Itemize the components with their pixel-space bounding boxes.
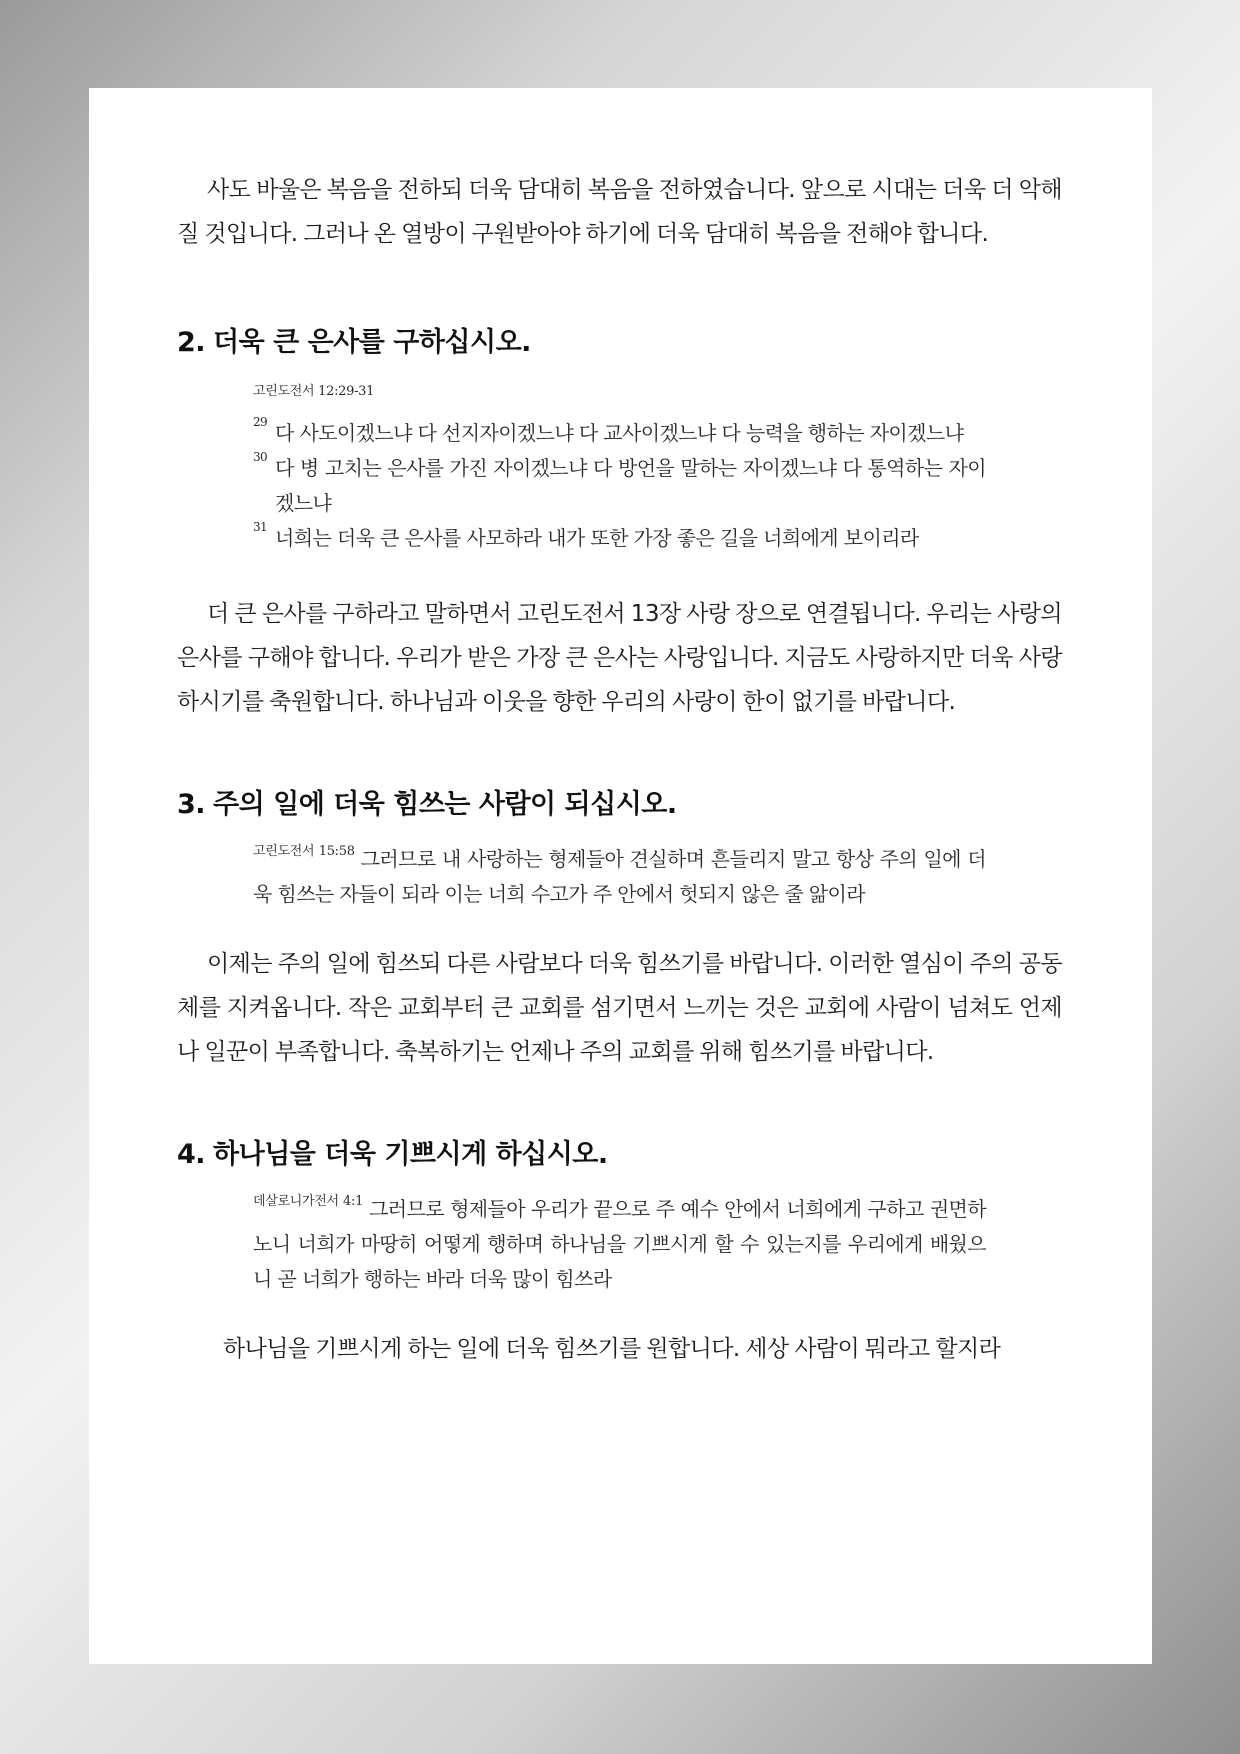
section-heading-4 bbox=[177, 1136, 1062, 1174]
section-number: 3. bbox=[177, 789, 206, 820]
body-paragraph: 더 큰 은사를 구하라고 말하면서 고린도전서 13장 사랑 장으로 연결됩니다. 우리는 사랑의 은사를 구해야 합니다. 우리가 받은 가장 큰 은사는 사랑입니다. 지금도 사랑하지만 더욱 사랑하시기를 축원합니다. 하나님과 이웃을 향한 우리의 사랑이 한이 없기를 바랍니다. bbox=[177, 601, 1062, 715]
section-number: 4. bbox=[177, 1139, 206, 1170]
scripture-reference: 고린도전서 12:29-31 bbox=[253, 384, 375, 399]
verse-number: 31 bbox=[253, 520, 268, 534]
section-title: 더욱 큰 은사를 구하십시오. bbox=[213, 327, 531, 358]
document-page bbox=[89, 88, 1152, 1664]
verse-text: 다 병 고치는 은사를 가진 자이겠느냐 다 방언을 말하는 자이겠느냐 다 통역하는 자이겠느냐 bbox=[275, 456, 986, 515]
verse bbox=[253, 416, 986, 451]
verse-text: 그러므로 형제들아 우리가 끝으로 주 예수 안에서 너희에게 구하고 권면하노니 너희가 마땅히 어떻게 행하며 하나님을 기쁘시게 할 수 있는지를 우리에게 배웠으니 곧 너희가 행하는 바라 더욱 많이 힘쓰라 bbox=[253, 1197, 986, 1291]
verse-text: 너희는 더욱 큰 은사를 사모하라 내가 또한 가장 좋은 길을 너희에게 보이리라 bbox=[275, 526, 919, 550]
scripture-quote bbox=[253, 1192, 986, 1297]
verse-number: 29 bbox=[253, 415, 268, 429]
verse-number: 30 bbox=[253, 450, 268, 464]
verse-text: 다 사도이겠느냐 다 선지자이겠느냐 다 교사이겠느냐 다 능력을 행하는 자이겠느냐 bbox=[275, 421, 964, 445]
section-heading-3 bbox=[177, 786, 1062, 824]
scripture-reference: 데살로니가전서 4:1 bbox=[253, 1194, 364, 1209]
verse bbox=[253, 451, 986, 521]
body-paragraph: 하나님을 기쁘시게 하는 일에 더욱 힘쓰기를 원합니다. 세상 사람이 뭐라고 할지라 bbox=[223, 1336, 1001, 1362]
verse-text: 그러므로 내 사랑하는 형제들아 견실하며 흔들리지 말고 항상 주의 일에 더욱 힘쓰는 자들이 되라 이는 너희 수고가 주 안에서 헛되지 않은 줄 앎이라 bbox=[253, 847, 986, 906]
section-heading-2 bbox=[177, 324, 1062, 362]
scripture-quote bbox=[253, 842, 986, 912]
page-content bbox=[177, 168, 1062, 1371]
body-paragraph: 이제는 주의 일에 힘쓰되 다른 사람보다 더욱 힘쓰기를 바랍니다. 이러한 열심이 주의 공동체를 지켜옵니다. 작은 교회부터 큰 교회를 섬기면서 느끼는 것은 교회에 사람이 넘쳐도 언제나 일꾼이 부족합니다. 축복하기는 언제나 주의 교회를 위해 힘쓰기를 바랍니다. bbox=[177, 951, 1062, 1065]
intro-paragraph: 사도 바울은 복음을 전하되 더욱 담대히 복음을 전하였습니다. 앞으로 시대는 더욱 더 악해질 것입니다. 그러나 온 열방이 구원받아야 하기에 더욱 담대히 복음을 전해야 합니다. bbox=[177, 177, 1062, 247]
section-number: 2. bbox=[177, 327, 206, 358]
section-title: 하나님을 더욱 기쁘시게 하십시오. bbox=[213, 1139, 608, 1170]
scripture-reference: 고린도전서 15:58 bbox=[253, 844, 355, 859]
verse bbox=[253, 521, 986, 556]
scripture-quote bbox=[253, 382, 986, 556]
section-title: 주의 일에 더욱 힘쓰는 사람이 되십시오. bbox=[213, 789, 677, 820]
